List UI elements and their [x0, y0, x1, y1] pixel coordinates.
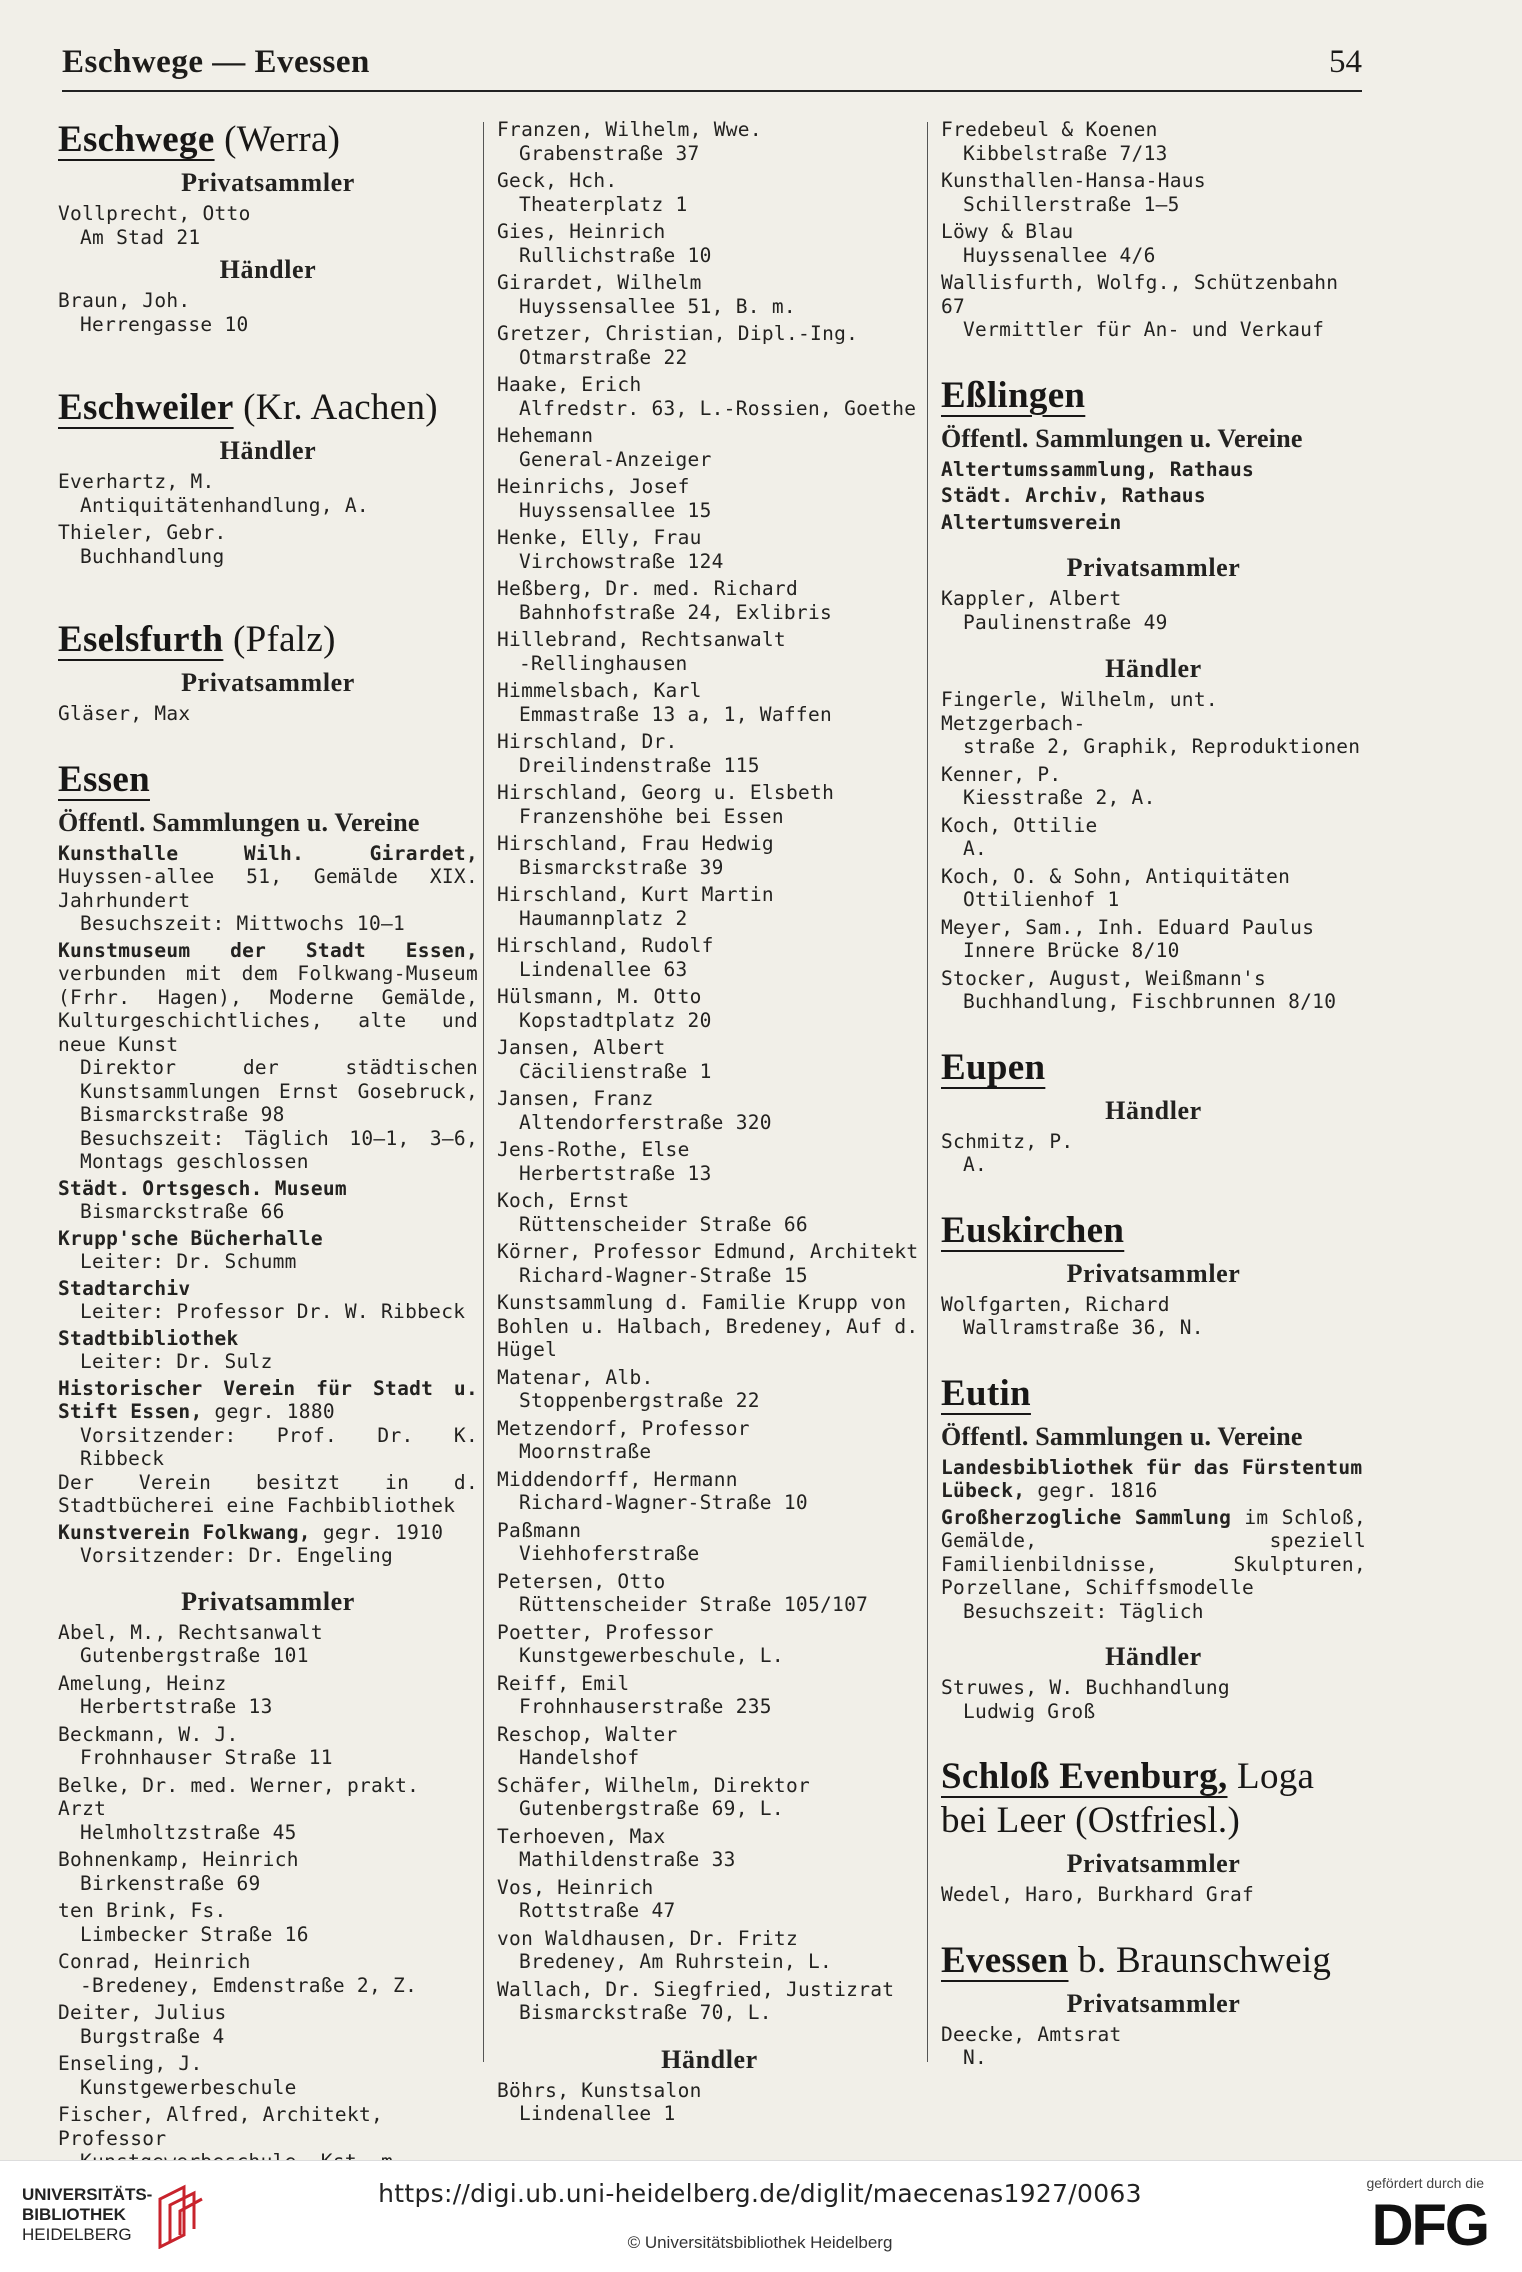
- entry-name: Koch, Ernst: [497, 1189, 630, 1212]
- list-item: [941, 118, 1366, 165]
- city-heading-eutin: [941, 1372, 1366, 1416]
- page-number: 54: [1329, 44, 1362, 80]
- entry-address: Grabenstraße 37: [519, 141, 700, 165]
- section-heading: Händler: [1105, 1095, 1202, 1125]
- list-item: [497, 1240, 922, 1287]
- entry-name: Wallach, Dr. Siegfried, Justizrat: [497, 1977, 895, 2001]
- list-item: [58, 1950, 478, 1997]
- section-heading: Öffentl. Sammlungen u. Vereine: [941, 423, 1303, 453]
- list-item: [58, 1672, 478, 1719]
- entry-address: Innere Brücke 8/10: [963, 939, 1180, 962]
- entry-name: Kunstsammlung d. Familie Krupp von Bohlen u. Halbach, Bredeney, Auf d. Hügel: [497, 1291, 919, 1361]
- column-1: [58, 118, 478, 2178]
- entry-address: Frohnhauser Straße 11: [80, 1746, 333, 1769]
- list-item: Thieler, Gebr. Buchhandlung: [58, 521, 227, 568]
- list-item: [497, 424, 922, 471]
- section-heading: Privatsammler: [1066, 1849, 1241, 1878]
- list-item: [497, 1672, 922, 1719]
- entry-name: Löwy & Blau: [941, 220, 1074, 243]
- collector-list: [58, 1621, 478, 2174]
- entry-address: Herbertstraße 13: [80, 1695, 273, 1718]
- list-item: [58, 1848, 478, 1895]
- entry-name: von Waldhausen, Dr. Fritz: [497, 1926, 798, 1950]
- city-name: Eselsfurth: [58, 619, 224, 660]
- entry-name: ten Brink, Fs.: [58, 1899, 227, 1922]
- entry-name: Enseling, J.: [58, 2052, 203, 2075]
- city-region: (Pfalz): [223, 619, 336, 660]
- entry-address: Rottstraße 47: [519, 1899, 676, 1922]
- running-head-title: Eschwege — Evessen: [62, 44, 370, 80]
- institution-entry: Kunstverein Folkwang, gegr. 1910 Vorsitzender: Dr. Engeling: [58, 1520, 444, 1567]
- section-heading: Händler: [1105, 654, 1202, 683]
- list-item: [497, 1927, 922, 1974]
- list-item: [941, 916, 1366, 963]
- entry-address: Virchowstraße 124: [519, 549, 724, 573]
- viewer-footer: [0, 2160, 1522, 2272]
- section-heading: Privatsammler: [181, 1586, 355, 1616]
- list-item: [58, 1774, 478, 1845]
- dfg-logo[interactable]: DFG: [1371, 2193, 1488, 2258]
- institution-entry: Stadtbibliothek Leiter: Dr. Sulz: [58, 1326, 273, 1373]
- city-heading-euskirchen: [941, 1209, 1366, 1253]
- entry-address: Handelshof: [519, 1746, 640, 1769]
- entry-name: Paßmann: [497, 1518, 582, 1542]
- city-name: Eupen: [941, 1046, 1046, 1088]
- collector-list: [497, 118, 922, 2025]
- institution-entry: Kunstmuseum der Stadt Essen, verbunden mit dem Folkwang-Museum (Frhr. Hagen), Moderne Gemälde, Kulturgeschichtliches, alte und neue Kunst Direktor der städtischen Kunstsammlungen Ernst Gosebruck, Bismarckstraße 98 Besuchszeit: Täglich 10—1, 3—6, Montags geschlossen: [58, 938, 478, 1173]
- entry-address: Buchhandlung, Fischbrunnen 8/10: [963, 990, 1337, 1013]
- list-item: [941, 763, 1366, 810]
- entry-name: Girardet, Wilhelm: [497, 271, 702, 294]
- list-item: Braun, Joh. Herrengasse 10: [58, 289, 249, 336]
- entry-name: Hirschland, Kurt Martin: [497, 883, 774, 906]
- entry-address: -Bredeney, Emdenstraße 2, Z.: [80, 1973, 418, 1997]
- city-heading-eschweiler: [58, 386, 478, 430]
- dealer-list: [941, 118, 1366, 342]
- entry-address: Theaterplatz 1: [519, 192, 688, 216]
- entry-name: Jansen, Franz: [497, 1087, 654, 1110]
- entry-address: Kopstadtplatz 20: [519, 1008, 712, 1032]
- entry-name: Kunsthallen-Hansa-Haus: [941, 169, 1206, 192]
- entry-address: Stoppenbergstraße 22: [519, 1389, 760, 1412]
- entry-address: Schillerstraße 1—5: [963, 192, 1180, 216]
- entry-name: Hirschland, Rudolf: [497, 934, 714, 957]
- entry-name: Franzen, Wilhelm, Wwe.: [497, 118, 762, 141]
- institution-entry: Großherzogliche Sammlung im Schloß, Gemälde, speziell Familienbildnisse, Skulpturen, Porzellane, Schiffsmodelle Besuchszeit: Täglich: [941, 1505, 1366, 1623]
- list-item: [941, 865, 1366, 912]
- list-item: [497, 373, 922, 420]
- entry-address: Bismarckstraße 39: [519, 855, 724, 879]
- list-item: [497, 1825, 922, 1872]
- entry-address: Mathildenstraße 33: [519, 1848, 736, 1871]
- list-item: [497, 1774, 922, 1821]
- entry-address: General-Anzeiger: [519, 447, 712, 471]
- city-name: Eutin: [941, 1372, 1031, 1414]
- list-item: [58, 1621, 478, 1668]
- library-name: UNIVERSITÄTS- BIBLIOTHEK HEIDELBERG: [22, 2185, 153, 2244]
- list-item: [497, 781, 922, 828]
- list-item: [497, 985, 922, 1032]
- list-item: [497, 679, 922, 726]
- entry-address: Burgstraße 4: [80, 2024, 225, 2048]
- entry-name: Himmelsbach, Karl: [497, 679, 702, 702]
- list-item: [497, 475, 922, 522]
- entry-name: Wallisfurth, Wolfg., Schützenbahn 67: [941, 271, 1339, 318]
- section-heading: Öffentl. Sammlungen u. Vereine: [941, 1421, 1303, 1451]
- list-item: [497, 1036, 922, 1083]
- entry-address: Kunstgewerbeschule: [80, 2075, 297, 2099]
- city-heading-esslingen: [941, 374, 1366, 418]
- city-heading-eselsfurth: [58, 618, 478, 662]
- list-item: Gläser, Max: [58, 702, 191, 725]
- entry-address: Alfredstr. 63, L.-Rossien, Goethe: [519, 396, 917, 420]
- entry-address: Haumannplatz 2: [519, 906, 688, 930]
- entry-address: Helmholtzstraße 45: [80, 1820, 297, 1844]
- entry-address: Ottilienhof 1: [963, 888, 1120, 911]
- list-item: [58, 1723, 478, 1770]
- section-heading: Privatsammler: [1066, 1258, 1241, 1288]
- list-item: Wedel, Haro, Burkhard Graf: [941, 1883, 1255, 1906]
- entry-name: Amelung, Heinz: [58, 1671, 227, 1695]
- section-heading: Händler: [219, 436, 317, 465]
- city-heading-eupen: [941, 1046, 1366, 1090]
- entry-name: Jansen, Albert: [497, 1036, 666, 1059]
- list-item: [497, 118, 922, 165]
- entry-address: Rüttenscheider Straße 105/107: [519, 1593, 869, 1616]
- entry-name: Fingerle, Wilhelm, unt. Metzgerbach-: [941, 688, 1218, 735]
- entry-name: Abel, M., Rechtsanwalt: [58, 1620, 323, 1644]
- entry-name: Henke, Elly, Frau: [497, 526, 702, 549]
- entry-name: Körner, Professor Edmund, Architekt: [497, 1240, 919, 1263]
- entry-address: Dreilindenstraße 115: [519, 753, 760, 777]
- library-logo[interactable]: [22, 2183, 222, 2253]
- entry-name: Poetter, Professor: [497, 1620, 714, 1644]
- entry-address: Limbecker Straße 16: [80, 1922, 309, 1946]
- institution-entry: Krupp'sche Bücherhalle Leiter: Dr. Schumm: [58, 1226, 323, 1273]
- entry-name: Jens-Rothe, Else: [497, 1138, 690, 1161]
- list-item: [497, 220, 922, 267]
- entry-address: Kibbelstraße 7/13: [963, 141, 1168, 165]
- entry-name: Matenar, Alb.: [497, 1365, 654, 1389]
- list-item: Everhartz, M. Antiquitätenhandlung, A.: [58, 470, 369, 517]
- entry-address: A.: [963, 837, 988, 860]
- column-divider-2: [927, 122, 928, 2062]
- city-region: Loga: [1227, 1756, 1315, 1797]
- institution-entry: Altertumsverein: [941, 510, 1122, 534]
- entry-address: Gutenbergstraße 69, L.: [519, 1797, 784, 1820]
- entry-address: Altendorferstraße 320: [519, 1110, 772, 1134]
- list-item: [497, 1189, 922, 1236]
- city-heading-evessen: [941, 1939, 1366, 1983]
- entry-name: Hirschland, Dr.: [497, 730, 678, 753]
- city-name: Evessen: [941, 1939, 1069, 1981]
- list-item: Vollprecht, Otto Am Stad 21: [58, 202, 251, 249]
- institution-entry: Altertumssammlung, Rathaus: [941, 457, 1255, 481]
- list-item: [58, 1899, 478, 1946]
- entry-name: Hillebrand, Rechtsanwalt: [497, 628, 786, 651]
- city-region: bei Leer (Ostfriesl.): [941, 1800, 1241, 1841]
- list-item: [497, 1876, 922, 1923]
- entry-address: Cäcilienstraße 1: [519, 1059, 712, 1083]
- entry-name: Gretzer, Christian, Dipl.-Ing.: [497, 322, 859, 345]
- list-item: Struwes, W. Buchhandlung Ludwig Groß: [941, 1676, 1230, 1723]
- entry-address: Rüttenscheider Straße 66: [519, 1212, 808, 1236]
- city-region: b. Braunschweig: [1068, 1939, 1332, 1981]
- entry-address: Kunstgewerbeschule, L.: [519, 1644, 784, 1667]
- entry-address: Bredeney, Am Ruhrstein, L.: [519, 1950, 833, 1973]
- entry-name: Gies, Heinrich: [497, 220, 666, 243]
- city-name: Essen: [58, 758, 150, 800]
- city-heading-evenburg: [941, 1755, 1366, 1843]
- entry-name: Heinrichs, Josef: [497, 475, 690, 498]
- entry-address: Otmarstraße 22: [519, 345, 688, 369]
- list-item: [941, 814, 1366, 861]
- entry-address: Herbertstraße 13: [519, 1161, 712, 1185]
- list-item: [497, 1519, 922, 1566]
- city-name: Schloß Evenburg,: [941, 1756, 1228, 1797]
- list-item: [497, 1138, 922, 1185]
- list-item: Böhrs, Kunstsalon Lindenallee 1: [497, 2078, 702, 2125]
- entry-name: Heßberg, Dr. med. Richard: [497, 577, 798, 600]
- entry-name: Haake, Erich: [497, 373, 642, 396]
- entry-name: Beckmann, W. J.: [58, 1722, 239, 1746]
- column-2: [497, 118, 922, 2130]
- entry-address: Richard-Wagner-Straße 15: [519, 1263, 808, 1287]
- institution-entry: Kunsthalle Wilh. Girardet, Huyssen-allee 51, Gemälde XIX. Jahrhundert Besuchszeit: Mittwochs 10—1: [58, 841, 478, 935]
- list-item: [58, 2001, 478, 2048]
- dealer-list: [941, 688, 1366, 1014]
- entry-address: Gutenbergstraße 101: [80, 1644, 309, 1667]
- institution-entry: Städt. Ortsgesch. Museum Bismarckstraße 66: [58, 1176, 347, 1223]
- entry-name: Terhoeven, Max: [497, 1824, 666, 1848]
- institution-entry: Historischer Verein für Stadt u. Stift Essen, gegr. 1880 Vorsitzender: Prof. Dr. K. Ribbeck Der Verein besitzt in d. Stadtbücherei eine Fachbibliothek: [58, 1376, 478, 1517]
- entry-name: Kenner, P.: [941, 762, 1062, 786]
- entry-name: Middendorff, Hermann: [497, 1467, 738, 1491]
- list-item: [497, 1621, 922, 1668]
- list-item: [497, 883, 922, 930]
- list-item: [497, 628, 922, 675]
- entry-address: Huyssensallee 51, B. m.: [519, 294, 796, 318]
- entry-name: Deiter, Julius: [58, 2001, 227, 2024]
- list-item: [497, 577, 922, 624]
- city-name: Eschwege: [58, 119, 215, 160]
- list-item: [941, 967, 1366, 1014]
- list-item: [497, 271, 922, 318]
- entry-name: Reschop, Walter: [497, 1722, 678, 1746]
- list-item: [941, 220, 1366, 267]
- list-item: [497, 730, 922, 777]
- city-region: (Werra): [214, 119, 341, 160]
- section-heading: Privatsammler: [1066, 1988, 1241, 2018]
- entry-name: Hirschland, Georg u. Elsbeth: [497, 781, 835, 804]
- entry-name: Meyer, Sam., Inh. Eduard Paulus: [941, 915, 1315, 939]
- entry-name: Bohnenkamp, Heinrich: [58, 1848, 299, 1871]
- permalink-url[interactable]: https://digi.ub.uni-heidelberg.de/diglit/maecenas1927/0063: [378, 2179, 1142, 2208]
- city-heading-essen: [58, 758, 478, 802]
- running-head: [62, 44, 1362, 88]
- institution-entry: Städt. Archiv, Rathaus: [941, 484, 1206, 507]
- entry-name: Fredebeul & Koenen: [941, 118, 1158, 141]
- entry-name: Petersen, Otto: [497, 1569, 666, 1593]
- entry-name: Hülsmann, M. Otto: [497, 985, 702, 1008]
- entry-name: Reiff, Emil: [497, 1671, 630, 1695]
- funding-note: gefördert durch die: [1366, 2175, 1484, 2191]
- list-item: [497, 1570, 922, 1617]
- entry-address: Kiesstraße 2, A.: [963, 786, 1156, 809]
- list-item: [58, 2052, 478, 2099]
- list-item: Schmitz, P. A.: [941, 1129, 1074, 1176]
- list-item: [497, 1417, 922, 1464]
- list-item: [497, 526, 922, 573]
- entry-address: Huyssensallee 15: [519, 498, 712, 522]
- list-item: [497, 1978, 922, 2025]
- institution-entry: Stadtarchiv Leiter: Professor Dr. W. Ribbeck: [58, 1276, 466, 1323]
- entry-name: Schäfer, Wilhelm, Direktor: [497, 1773, 811, 1797]
- entry-address: straße 2, Graphik, Reproduktionen: [963, 735, 1361, 758]
- entry-address: Franzenshöhe bei Essen: [519, 804, 784, 828]
- city-name: Eßlingen: [941, 374, 1086, 416]
- list-item: [497, 1087, 922, 1134]
- section-heading: Händler: [219, 255, 317, 284]
- entry-name: Vos, Heinrich: [497, 1875, 654, 1899]
- list-item: [497, 1723, 922, 1770]
- column-divider-1: [483, 122, 484, 2062]
- city-heading-eschwege: [58, 118, 478, 162]
- city-region: (Kr. Aachen): [233, 387, 438, 428]
- entry-address: Rullichstraße 10: [519, 243, 712, 267]
- entry-name: Metzendorf, Professor: [497, 1416, 750, 1440]
- list-item: [497, 1291, 922, 1362]
- entry-name: Hirschland, Frau Hedwig: [497, 832, 774, 855]
- section-heading: Händler: [1105, 1642, 1202, 1671]
- entry-name: Conrad, Heinrich: [58, 1950, 251, 1973]
- entry-address: Emmastraße 13 a, 1, Waffen: [519, 702, 833, 726]
- entry-address: Vermittler für An- und Verkauf: [963, 318, 1325, 341]
- entry-address: Lindenallee 63: [519, 957, 688, 981]
- copyright-notice: © Universitätsbibliothek Heidelberg: [627, 2233, 893, 2252]
- list-item: [497, 934, 922, 981]
- list-item: Deecke, Amtsrat N.: [941, 2022, 1122, 2069]
- entry-address: Birkenstraße 69: [80, 1871, 261, 1895]
- section-heading: Privatsammler: [181, 668, 355, 697]
- list-item: [497, 322, 922, 369]
- city-name: Euskirchen: [941, 1209, 1125, 1251]
- section-heading: Händler: [661, 2044, 758, 2074]
- entry-address: -Rellinghausen: [519, 651, 688, 675]
- entry-name: Koch, Ottilie: [941, 813, 1098, 837]
- entry-address: Bismarckstraße 70, L.: [519, 2001, 772, 2024]
- institution-entry: Landesbibliothek für das Fürstentum Lübeck, gegr. 1816: [941, 1455, 1363, 1502]
- list-item: [941, 169, 1366, 216]
- list-item: [497, 1468, 922, 1515]
- entry-address: Huyssenallee 4/6: [963, 243, 1156, 267]
- entry-name: Belke, Dr. med. Werner, prakt. Arzt: [58, 1773, 420, 1820]
- list-item: [497, 832, 922, 879]
- entry-address: Frohnhauserstraße 235: [519, 1695, 772, 1718]
- entry-name: Stocker, August, Weißmann's: [941, 966, 1267, 990]
- entry-name: Hehemann: [497, 424, 594, 447]
- list-item: [497, 1366, 922, 1413]
- list-item: Kappler, Albert Paulinenstraße 49: [941, 587, 1168, 634]
- list-item: [941, 688, 1366, 759]
- entry-name: Koch, O. & Sohn, Antiquitäten: [941, 864, 1291, 888]
- entry-address: Bahnhofstraße 24, Exlibris: [519, 600, 833, 624]
- entry-address: Richard-Wagner-Straße 10: [519, 1491, 808, 1514]
- library-mark-icon: [154, 2183, 204, 2249]
- entry-name: Fischer, Alfred, Architekt, Professor: [58, 2103, 384, 2150]
- city-name: Eschweiler: [58, 387, 234, 428]
- entry-address: Viehhoferstraße: [519, 1542, 700, 1565]
- list-item: [497, 169, 922, 216]
- header-rule: [62, 90, 1362, 92]
- list-item: Wolfgarten, Richard Wallramstraße 36, N.: [941, 1292, 1204, 1339]
- list-item: [941, 271, 1366, 342]
- section-heading: Privatsammler: [1066, 553, 1241, 582]
- entry-name: Geck, Hch.: [497, 169, 618, 192]
- entry-address: Moornstraße: [519, 1440, 652, 1463]
- section-heading: Privatsammler: [181, 168, 355, 197]
- section-heading: Öffentl. Sammlungen u. Vereine: [58, 807, 420, 837]
- column-3: [941, 118, 1366, 2074]
